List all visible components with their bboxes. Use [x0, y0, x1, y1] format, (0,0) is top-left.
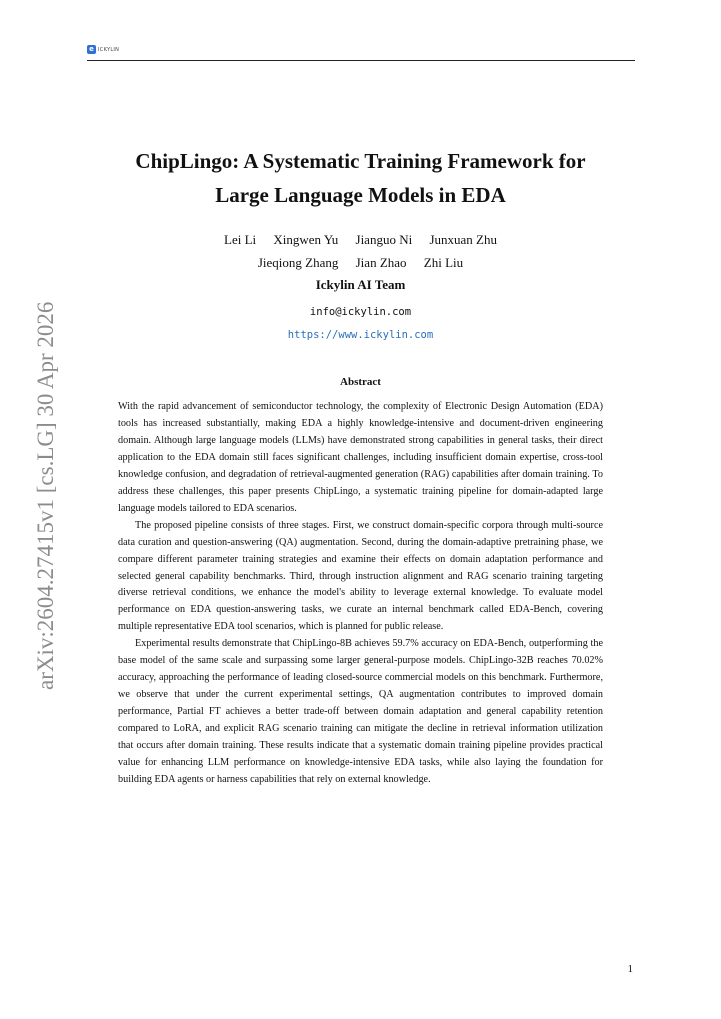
logo-text: ICKYLIN	[98, 46, 120, 53]
abstract-paragraph: With the rapid advancement of semiconductor technology, the complexity of Electronic Design Automation (EDA) tools has increased substantially, making EDA a highly knowledge-intensive and document-driven engineering domain. Although large language models (LLMs) have demonstrated strong capabilities in general tasks, their direct application to the EDA domain still faces significant challenges, including insufficient domain expertise, cross-tool knowledge confusion, and degradation of retrieval-augmented generation (RAG) capabilities after domain training. To address these challenges, this paper presents ChipLingo, a systematic training pipeline for domain-adapted large language models tailored to EDA scenarios.	[118, 401, 603, 514]
arxiv-side-stamp: arXiv:2604.27415v1 [cs.LG] 30 Apr 2026	[33, 301, 58, 690]
author: Jieqiong Zhang	[257, 255, 339, 270]
title-line-1: ChipLingo: A Systematic Training Framework for	[135, 149, 586, 173]
title-line-2: Large Language Models in EDA	[215, 183, 506, 207]
page-header	[87, 42, 635, 61]
team-name: Ickylin AI Team	[315, 277, 406, 292]
paper-title	[0, 144, 721, 212]
abstract-paragraph: The proposed pipeline consists of three stages. First, we construct domain-specific corpora through multi-source data curation and question-answering (QA) augmentation. Second, during the domain-adaptive pretraining phase, we compare different parameter training strategies and examine their effects on domain adaptation performance and selected general capability benchmarks. Third, through instruction alignment and RAG scenario training targeting diverse retrieval conditions, we enhance the model's ability to leverage external knowledge. To evaluate model performance on EDA question-answering tasks, we curate an internal benchmark called EDA-Bench, covering multiple representative EDA tool scenarios, which is planned for public release.	[118, 519, 603, 633]
contact-email[interactable]: info@ickylin.com	[309, 306, 412, 318]
author: Zhi Liu	[423, 255, 464, 270]
author: Junxuan Zhu	[429, 232, 497, 247]
author: Lei Li	[224, 232, 257, 247]
logo-mark-icon: e	[87, 45, 96, 54]
abstract-paragraph: Experimental results demonstrate that ChipLingo-8B achieves 59.7% accuracy on EDA-Bench, outperforming the base model of the same scale and surpassing some larger general-purpose models. ChipLingo-32B reaches 70.02% accuracy, approaching the performance of leading closed-source commercial models on this benchmark. Furthermore, we observe that under the current experimental settings, QA augmentation contributes to improved domain performance, Partial FT achieves a better trade-off between domain adaptation and general capability retention compared to LoRA, and explicit RAG scenario training can mitigate the decline in retrieval information utilization that occurs after domain training. These results indicate that a systematic domain training pipeline provides practical value for enhancing LLM performance on knowledge-intensive EDA tasks, while also laying the foundation for building EDA agents or harness capabilities that rely on external knowledge.	[118, 638, 603, 785]
website-link[interactable]: https://www.ickylin.com	[287, 329, 434, 341]
author: Xingwen Yu	[273, 232, 339, 247]
page-number: 1	[627, 963, 633, 975]
abstract-body	[118, 399, 603, 789]
authors-row-1	[0, 232, 721, 248]
authors-row-2	[0, 255, 721, 271]
author: Jian Zhao	[355, 255, 407, 270]
author: Jianguo Ni	[355, 232, 413, 247]
abstract-heading: Abstract	[340, 376, 381, 388]
ickylin-logo	[87, 45, 119, 54]
